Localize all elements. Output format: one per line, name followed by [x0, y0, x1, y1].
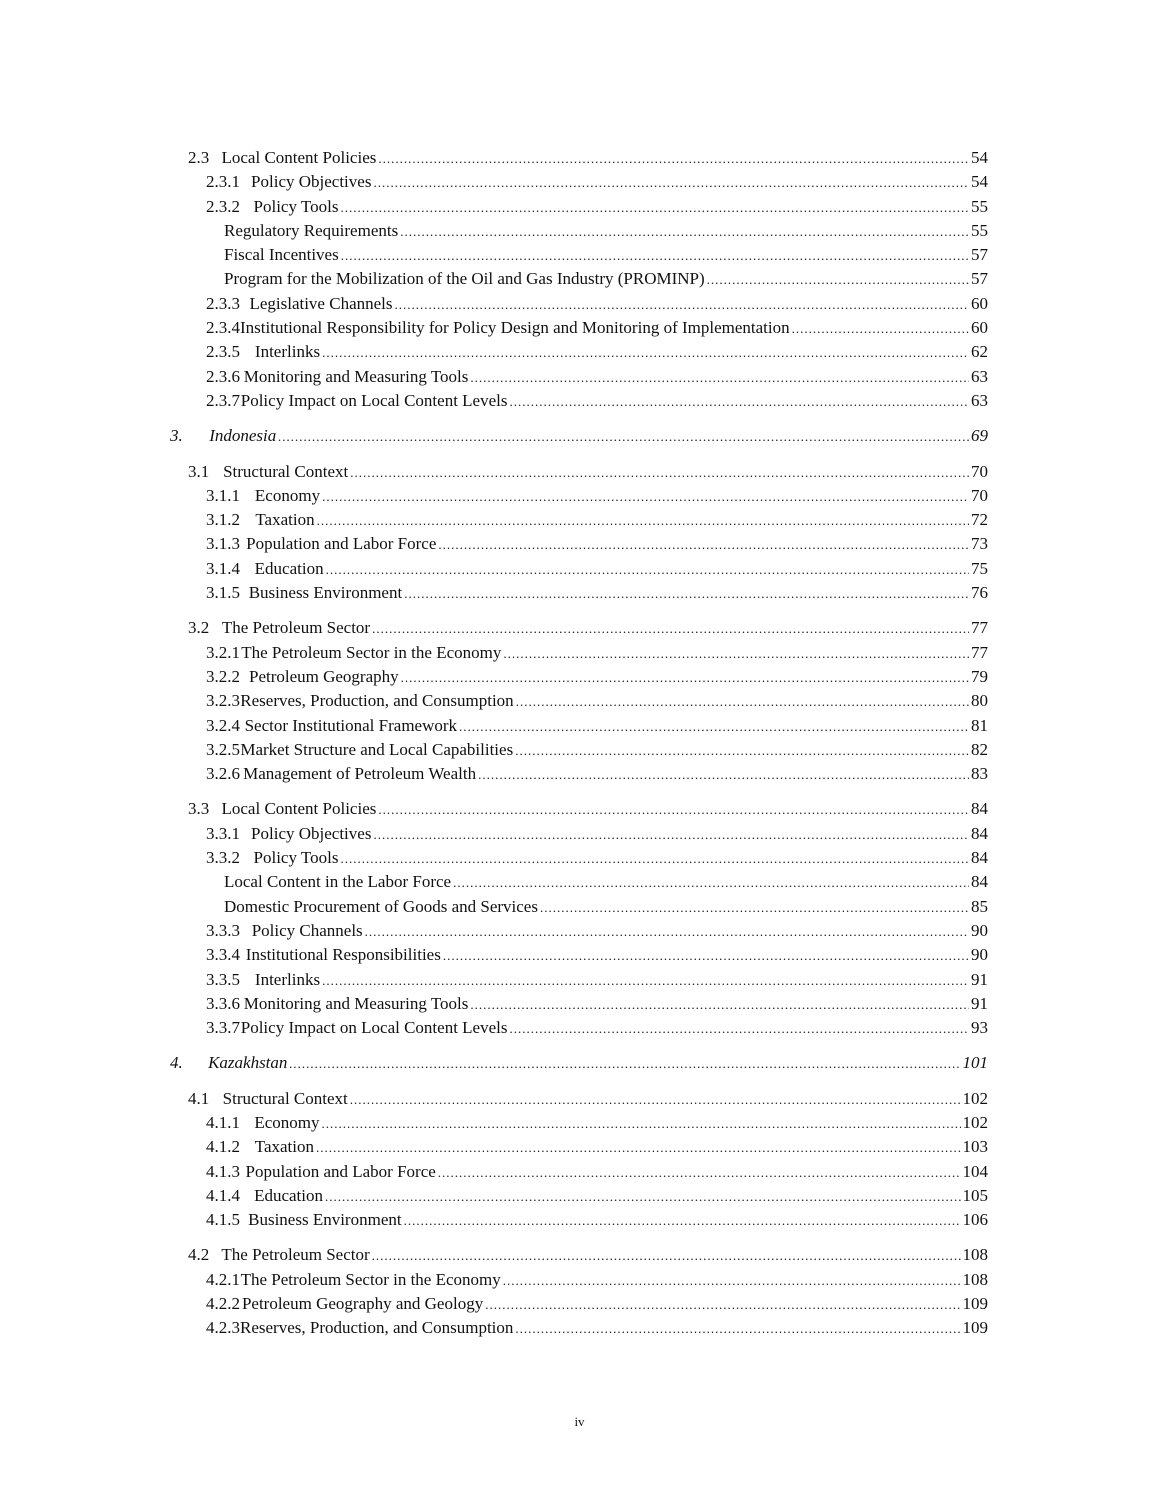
toc-entry-title: Policy Impact on Local Content Levels: [240, 390, 508, 410]
dot-leader: [340, 851, 969, 867]
toc-entry-title: Petroleum Geography: [248, 666, 399, 686]
toc-entry-title: Sector Institutional Framework: [244, 715, 458, 735]
toc-entry-title: Policy Objectives: [251, 823, 372, 843]
toc-entry-title: Policy Impact on Local Content Levels: [240, 1018, 508, 1038]
toc-entry-page: 75: [971, 558, 988, 578]
toc-entry-page: 55: [971, 220, 988, 240]
toc-entry-title: Interlinks: [254, 969, 321, 989]
toc-entry-page: 102: [962, 1112, 988, 1132]
toc-entry-page: 101: [962, 1053, 988, 1073]
toc-entry-number: 3.1.4: [206, 558, 240, 578]
toc-entry[interactable]: [170, 897, 988, 921]
toc-entry-title: Domestic Procurement of Goods and Services: [224, 896, 538, 916]
toc-entry-page: 54: [971, 172, 988, 192]
toc-entry[interactable]: [170, 534, 988, 558]
toc-entry-number: 3.2.1: [206, 642, 240, 662]
toc-entry-number: 3.: [170, 426, 183, 446]
toc-entry-number: 3.2.4: [206, 715, 240, 735]
toc-entry[interactable]: [170, 848, 988, 872]
toc-entry-page: 90: [971, 920, 988, 940]
dot-leader: [350, 1092, 961, 1108]
toc-entry[interactable]: [170, 294, 988, 318]
toc-entry-title: Structural Context: [223, 461, 349, 481]
toc-entry-title: The Petroleum Sector in the Economy: [240, 1269, 501, 1289]
toc-entry[interactable]: [170, 799, 988, 823]
toc-entry[interactable]: [170, 559, 988, 583]
dot-leader: [378, 802, 969, 818]
toc-entry-number: 3.1.1: [206, 485, 240, 505]
toc-entry-title: Structural Context: [222, 1088, 348, 1108]
dot-leader: [340, 200, 969, 216]
toc-entry-page: 103: [962, 1137, 988, 1157]
toc-entry-number: 4.: [170, 1053, 183, 1073]
toc-entry-page: 60: [971, 318, 988, 338]
toc-entry-number: 3.2.3: [206, 691, 240, 711]
toc-entry[interactable]: [170, 583, 988, 607]
dot-leader: [317, 513, 969, 529]
toc-entry[interactable]: [170, 945, 988, 969]
toc-entry-page: 54: [971, 148, 988, 167]
dot-leader: [540, 900, 969, 916]
toc-entry[interactable]: [170, 1018, 988, 1042]
toc-entry-number: 3.2.6: [206, 764, 240, 784]
toc-entry-title: Fiscal Incentives: [224, 245, 339, 265]
toc-entry-page: 83: [971, 764, 988, 784]
page-number: iv: [574, 1414, 585, 1429]
toc-entry-number: 3.3.3: [206, 920, 240, 940]
toc-entry-number: 4.2.2: [206, 1294, 240, 1314]
toc-entry-number: 2.3: [188, 148, 210, 167]
toc-entry-page: 82: [971, 739, 988, 759]
toc-entry-number: 2.3.3: [206, 293, 240, 313]
toc-entry-page: 109: [962, 1294, 988, 1314]
dot-leader: [485, 1297, 960, 1313]
toc-entry[interactable]: [170, 970, 988, 994]
toc-entry-page: 81: [971, 715, 988, 735]
dot-leader: [321, 1116, 960, 1132]
dot-leader: [470, 997, 969, 1013]
toc-entry-page: 70: [971, 485, 988, 505]
dot-leader: [373, 175, 969, 191]
toc-entry-number: 3.3.7: [206, 1018, 240, 1038]
toc-entry-page: 109: [962, 1318, 988, 1338]
toc-entry-number: 3.2.2: [206, 666, 240, 686]
toc-entry-title: Reserves, Production, and Consumption: [240, 1318, 514, 1338]
dot-leader: [792, 321, 969, 337]
toc-entry-title: The Petroleum Sector: [221, 618, 371, 638]
toc-entry[interactable]: [170, 1113, 988, 1137]
toc-entry-title: Petroleum Geography and Geology: [241, 1294, 484, 1314]
toc-entry[interactable]: [170, 1210, 988, 1234]
toc-entry-title: Policy Channels: [251, 920, 363, 940]
toc-entry-number: 3.3.2: [206, 848, 240, 868]
toc-entry-title: Monitoring and Measuring Tools: [243, 993, 469, 1013]
toc-chapter-entry[interactable]: [170, 426, 988, 450]
toc-entry-number: 2.3.1: [206, 172, 240, 192]
toc-entry-title: Taxation: [255, 510, 315, 530]
toc-entry-title: Regulatory Requirements: [224, 220, 399, 240]
dot-leader: [404, 1213, 961, 1229]
toc-entry-title: Policy Objectives: [251, 172, 372, 192]
dot-leader: [516, 694, 969, 710]
toc-entry-title: Policy Tools: [253, 196, 339, 216]
toc-entry-page: 76: [971, 583, 988, 603]
toc-entry-number: 3.3.4: [206, 945, 240, 965]
dot-leader: [443, 948, 969, 964]
toc-entry-number: 4.2: [188, 1245, 210, 1265]
dot-leader: [372, 621, 969, 637]
toc-entry[interactable]: [170, 691, 988, 715]
dot-leader: [365, 924, 969, 940]
dot-leader: [372, 1248, 961, 1264]
toc-entry[interactable]: [170, 269, 988, 293]
toc-entry-title: Kazakhstan: [208, 1053, 288, 1073]
toc-entry-title: Local Content in the Labor Force: [224, 872, 452, 892]
toc-entry-page: 72: [971, 510, 988, 530]
dot-leader: [510, 1021, 970, 1037]
toc-entry-number: 3.3: [188, 799, 210, 819]
toc-entry-number: 2.3.6: [206, 366, 240, 386]
dot-leader: [707, 272, 969, 288]
toc-entry-title: Population and Labor Force: [246, 534, 437, 554]
toc-entry-title: Education: [254, 1185, 323, 1205]
dot-leader: [503, 646, 969, 662]
dot-leader: [326, 562, 969, 578]
dot-leader: [478, 767, 969, 783]
toc-entry-number: 3.3.5: [206, 969, 240, 989]
dot-leader: [438, 537, 969, 553]
toc-entry-title: Policy Tools: [253, 848, 339, 868]
toc-entry-number: 3.1.2: [206, 510, 240, 530]
toc-entry-page: 62: [971, 342, 988, 362]
dot-leader: [395, 297, 969, 313]
toc-entry[interactable]: [170, 221, 988, 245]
toc-entry-number: 4.1.4: [206, 1185, 240, 1205]
toc-entry[interactable]: [170, 342, 988, 366]
toc-entry-page: 63: [971, 390, 988, 410]
dot-leader: [515, 1321, 960, 1337]
toc-entry[interactable]: [170, 872, 988, 896]
dot-leader: [459, 719, 969, 735]
toc-entry-title: The Petroleum Sector in the Economy: [241, 642, 502, 662]
toc-entry[interactable]: [170, 462, 988, 486]
toc-entry[interactable]: [170, 740, 988, 764]
toc-entry-number: 3.1: [188, 461, 210, 481]
toc-entry[interactable]: [170, 172, 988, 196]
toc-entry-page: 80: [971, 691, 988, 711]
dot-leader: [404, 586, 969, 602]
toc-entry[interactable]: [170, 1270, 988, 1294]
toc-entry-number: 3.2.5: [206, 739, 240, 759]
toc-entry-number: 2.3.5: [206, 342, 240, 362]
toc-entry-number: 4.2.1: [206, 1269, 240, 1289]
dot-leader: [510, 394, 970, 410]
toc-entry-page: 106: [962, 1210, 988, 1230]
toc-entry-number: 2.3.4: [206, 318, 240, 338]
toc-entry[interactable]: [170, 643, 988, 667]
toc-entry-title: Business Environment: [248, 1210, 402, 1230]
toc-entry[interactable]: [170, 1318, 988, 1342]
toc-entry-page: 84: [971, 823, 988, 843]
toc-entry-number: 3.3.1: [206, 823, 240, 843]
toc-entry-page: 57: [971, 269, 988, 289]
toc-entry-number: 4.1.3: [206, 1161, 240, 1181]
toc-entry[interactable]: [170, 921, 988, 945]
toc-entry-page: 73: [971, 534, 988, 554]
toc-entry-number: 3.1.3: [206, 534, 240, 554]
dot-leader: [278, 429, 969, 445]
toc-entry[interactable]: [170, 716, 988, 740]
toc-entry-title: Interlinks: [254, 342, 321, 362]
toc-entry-number: 4.1.1: [206, 1112, 240, 1132]
toc-entry-number: 4.1: [188, 1088, 210, 1108]
toc-entry-page: 102: [962, 1088, 988, 1108]
toc-entry-number: 4.2.3: [206, 1318, 240, 1338]
toc-entry[interactable]: [170, 148, 988, 172]
toc-entry-title: Legislative Channels: [249, 293, 393, 313]
toc-entry[interactable]: [170, 486, 988, 510]
toc-entry[interactable]: [170, 1137, 988, 1161]
toc-entry[interactable]: [170, 1186, 988, 1210]
toc-entry[interactable]: [170, 1089, 988, 1113]
dot-leader: [503, 1273, 961, 1289]
toc-entry[interactable]: [170, 391, 988, 415]
toc-entry-page: 90: [971, 945, 988, 965]
toc-entry-title: Indonesia: [209, 426, 277, 446]
dot-leader: [325, 1189, 961, 1205]
dot-leader: [401, 670, 969, 686]
dot-leader: [341, 248, 969, 264]
toc-entry[interactable]: [170, 764, 988, 788]
toc-entry-title: Institutional Responsibility for Policy Design and Monitoring of Implementation: [240, 318, 790, 338]
toc-entry[interactable]: [170, 367, 988, 391]
toc-entry-title: The Petroleum Sector: [221, 1245, 370, 1265]
dot-leader: [316, 1140, 961, 1156]
toc-entry[interactable]: [170, 510, 988, 534]
dot-leader: [515, 743, 969, 759]
dot-leader: [289, 1056, 960, 1072]
toc-chapter-entry[interactable]: [170, 1053, 988, 1077]
toc-entry-title: Institutional Responsibilities: [245, 945, 441, 965]
toc-entry-number: 3.3.6: [206, 993, 240, 1013]
toc-entry-page: 77: [971, 618, 988, 638]
toc-entry[interactable]: [170, 245, 988, 269]
toc-entry-page: 93: [971, 1018, 988, 1038]
toc-entry-page: 108: [962, 1269, 988, 1289]
toc-entry-title: Education: [254, 558, 324, 578]
toc-entry-title: Business Environment: [248, 583, 403, 603]
toc-entry-title: Taxation: [254, 1137, 314, 1157]
toc-entry[interactable]: [170, 667, 988, 691]
toc-entry-page: 104: [962, 1161, 988, 1181]
toc-entry-title: Local Content Policies: [221, 799, 377, 819]
table-of-contents: [170, 148, 988, 1343]
toc-entry[interactable]: [170, 994, 988, 1018]
toc-entry-page: 55: [971, 196, 988, 216]
toc-entry-title: Program for the Mobilization of the Oil and Gas Industry (PROMINP): [224, 269, 705, 289]
toc-entry-page: 84: [971, 799, 988, 819]
toc-entry-page: 108: [962, 1245, 988, 1265]
toc-entry-page: 63: [971, 366, 988, 386]
toc-entry-number: 3.1.5: [206, 583, 240, 603]
toc-entry[interactable]: [170, 318, 988, 342]
toc-entry-page: 77: [971, 642, 988, 662]
toc-entry-page: 60: [971, 293, 988, 313]
toc-entry-title: Reserves, Production, and Consumption: [240, 691, 514, 711]
toc-entry-number: 4.1.2: [206, 1137, 240, 1157]
toc-entry[interactable]: [170, 1162, 988, 1186]
dot-leader: [470, 370, 969, 386]
toc-entry-number: 3.2: [188, 618, 210, 638]
dot-leader: [322, 345, 969, 361]
dot-leader: [400, 224, 969, 240]
toc-entry-page: 84: [971, 848, 988, 868]
toc-entry-page: 69: [971, 426, 988, 446]
toc-entry[interactable]: [170, 618, 988, 642]
toc-entry-page: 70: [971, 461, 988, 481]
toc-entry-title: Monitoring and Measuring Tools: [243, 366, 469, 386]
toc-entry-page: 105: [962, 1185, 988, 1205]
toc-entry-title: Economy: [254, 485, 321, 505]
toc-entry-title: Population and Labor Force: [245, 1161, 436, 1181]
dot-leader: [322, 973, 969, 989]
toc-entry-page: 79: [971, 666, 988, 686]
toc-entry-number: 2.3.7: [206, 390, 240, 410]
toc-entry[interactable]: [170, 197, 988, 221]
dot-leader: [453, 875, 969, 891]
toc-entry-page: 91: [971, 993, 988, 1013]
toc-entry-title: Management of Petroleum Wealth: [243, 764, 477, 784]
dot-leader: [378, 151, 969, 167]
toc-entry-title: Local Content Policies: [221, 148, 377, 167]
toc-entry-page: 57: [971, 245, 988, 265]
toc-entry-number: 4.1.5: [206, 1210, 240, 1230]
dot-leader: [322, 489, 969, 505]
toc-entry-title: Market Structure and Local Capabilities: [240, 739, 514, 759]
toc-entry-page: 91: [971, 969, 988, 989]
toc-entry[interactable]: [170, 824, 988, 848]
dot-leader: [350, 465, 969, 481]
toc-entry-number: 2.3.2: [206, 196, 240, 216]
toc-entry[interactable]: [170, 1245, 988, 1269]
toc-entry-page: 84: [971, 872, 988, 892]
toc-entry[interactable]: [170, 1294, 988, 1318]
toc-entry-page: 85: [971, 896, 988, 916]
dot-leader: [438, 1165, 961, 1181]
dot-leader: [373, 827, 969, 843]
toc-entry-title: Economy: [254, 1112, 320, 1132]
